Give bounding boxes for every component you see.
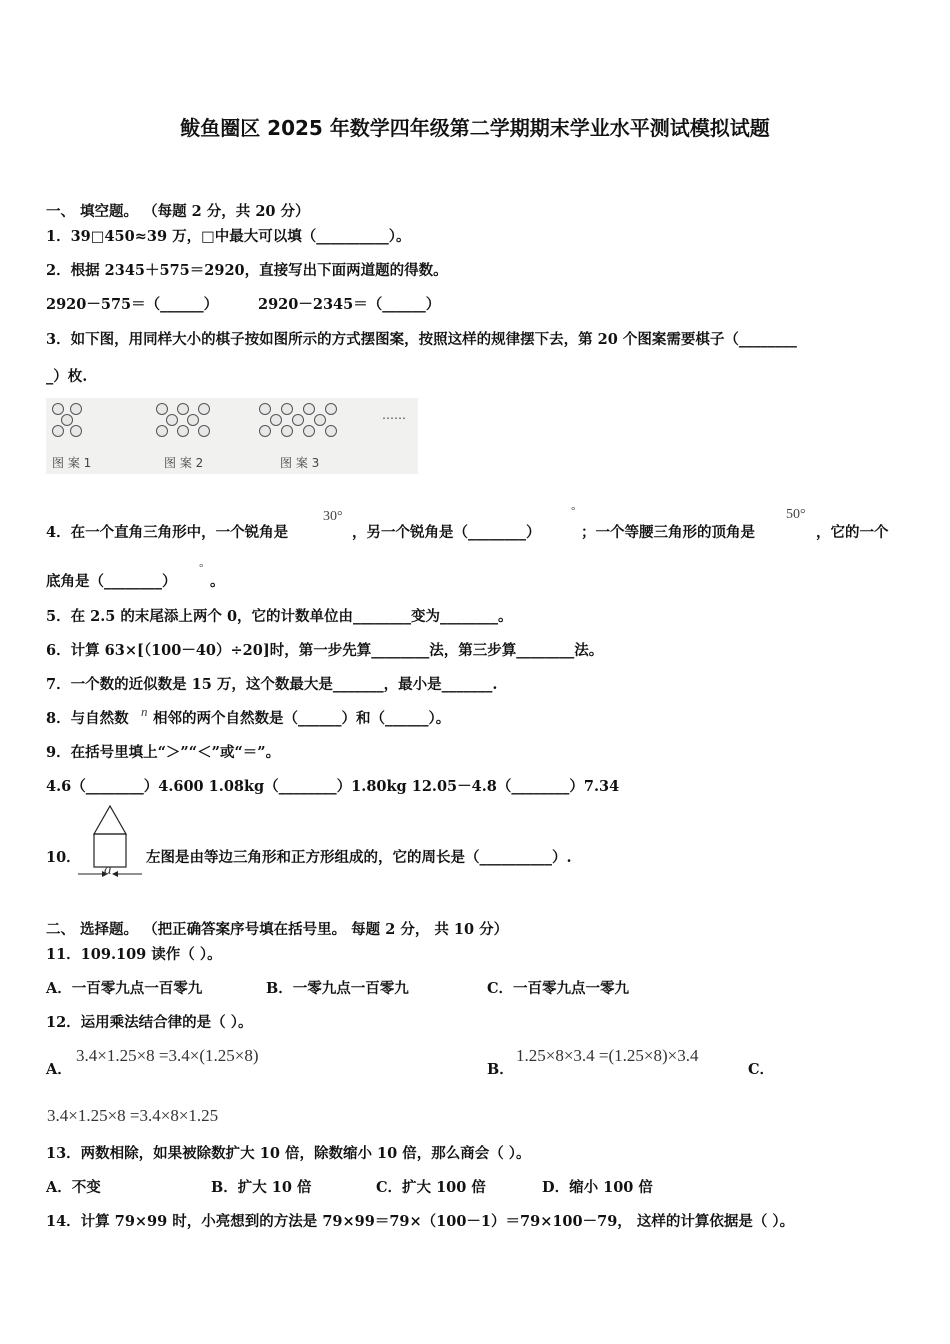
question-11-option-c: C．一百零九点一零九 — [487, 980, 630, 997]
question-13: 13．两数相除，如果被除数扩大 10 倍，除数缩小 10 倍，那么商会（ ）。 — [46, 1145, 531, 1162]
chess-piece — [166, 414, 178, 426]
question-3-line-2: _）枚. — [46, 368, 88, 385]
angle-30-degrees: 30° — [323, 509, 343, 524]
side-length-a: a — [104, 862, 112, 878]
chess-piece — [52, 403, 64, 415]
chess-piece — [270, 414, 282, 426]
chess-pattern-figure — [46, 398, 418, 474]
angle-50-degrees: 50° — [786, 507, 806, 522]
chess-piece — [259, 425, 271, 437]
chess-piece — [177, 403, 189, 415]
chess-piece — [70, 403, 82, 415]
question-2b: 2920－2345＝（______） — [258, 296, 441, 313]
question-11: 11．109.109 读作（ ）。 — [46, 946, 222, 963]
question-12-option-a-expression: 3.4×1.25×8 =3.4×(1.25×8) — [76, 1046, 259, 1065]
question-12-option-b-label: B． — [487, 1061, 514, 1078]
question-8-part-1: 8．与自然数 — [46, 710, 129, 727]
question-13-option-c: C．扩大 100 倍 — [376, 1179, 486, 1196]
question-8-part-2: 相邻的两个自然数是（______）和（______）。 — [153, 710, 451, 727]
variable-n: n — [141, 704, 148, 719]
question-4-part-3: ；一个等腰三角形的顶角是 — [581, 524, 755, 541]
arrow-head-left — [112, 871, 118, 877]
equilateral-triangle — [94, 806, 126, 834]
chess-piece — [198, 403, 210, 415]
chess-piece — [70, 425, 82, 437]
chess-piece — [198, 425, 210, 437]
chess-piece — [325, 425, 337, 437]
question-12-option-c-expression: 3.4×1.25×8 =3.4×8×1.25 — [47, 1106, 219, 1125]
chess-piece — [281, 425, 293, 437]
question-13-option-d: D．缩小 100 倍 — [542, 1179, 653, 1196]
question-12-option-b-expression: 1.25×8×3.4 =(1.25×8)×3.4 — [516, 1046, 699, 1065]
question-5: 5．在 2.5 的末尾添上两个 0，它的计数单位由________变为________。 — [46, 608, 513, 625]
chess-piece — [259, 403, 271, 415]
question-13-option-b: B．扩大 10 倍 — [211, 1179, 312, 1196]
chess-piece — [303, 425, 315, 437]
chess-piece — [52, 425, 64, 437]
question-2a: 2920－575＝（______） — [46, 296, 219, 313]
chess-piece — [325, 403, 337, 415]
chess-piece — [292, 414, 304, 426]
question-12: 12．运用乘法结合律的是（ ）。 — [46, 1014, 253, 1031]
section-2-heading: 二、 选择题。 （把正确答案序号填在括号里。 每题 2 分， 共 10 分） — [46, 921, 509, 938]
chess-piece — [177, 425, 189, 437]
question-9: 9．在括号里填上“＞”“＜”或“＝”。 — [46, 744, 281, 761]
question-2: 2．根据 2345＋575＝2920，直接写出下面两道题的得数。 — [46, 262, 448, 279]
question-12-option-c-label: C． — [748, 1061, 775, 1078]
chess-piece — [156, 425, 168, 437]
chess-piece — [61, 414, 73, 426]
question-1: 1．39□450≈39 万，□中最大可以填（__________）。 — [46, 228, 411, 245]
pattern-label-1: 图 案 1 — [52, 456, 92, 470]
question-4-part-6: 。 — [210, 573, 225, 590]
question-4-part-5: 底角是（________） — [46, 573, 177, 590]
question-12-option-a-label: A． — [46, 1061, 72, 1078]
question-3-line-1: 3．如下图，用同样大小的棋子按如图所示的方式摆图案，按照这样的规律摆下去，第 20 个图案需要棋子（________ — [46, 331, 797, 348]
question-7: 7．一个数的近似数是 15 万，这个数最大是_______，最小是_______. — [46, 676, 498, 693]
question-4-part-2: ，另一个锐角是（________） — [352, 524, 541, 541]
question-13-option-a: A．不变 — [46, 1179, 101, 1196]
question-4-part-4: ，它的一个 — [816, 524, 889, 541]
question-10-number: 10． — [46, 849, 81, 866]
degree-symbol: ° — [571, 505, 576, 517]
question-11-option-a: A．一百零九点一百零九 — [46, 980, 203, 997]
pattern-label-2: 图 案 2 — [164, 456, 204, 470]
question-14: 14．计算 79×99 时，小亮想到的方法是 79×99＝79×（100－1）＝79×100－79， 这样的计算依据是（ ）。 — [46, 1213, 795, 1230]
chess-piece — [281, 403, 293, 415]
question-11-option-b: B．一零九点一百零九 — [266, 980, 409, 997]
pattern-ellipsis: …… — [382, 408, 406, 422]
chess-piece — [303, 403, 315, 415]
degree-symbol: ° — [199, 562, 204, 574]
pattern-label-3: 图 案 3 — [280, 456, 320, 470]
question-9-comparisons: 4.6（________）4.600 1.08kg（________）1.80kg 12.05－4.8（________）7.34 — [46, 778, 620, 795]
chess-piece — [314, 414, 326, 426]
question-6: 6．计算 63×[（100－40）÷20]时，第一步先算________法，第三步算________法。 — [46, 642, 604, 659]
section-1-heading: 一、 填空题。 （每题 2 分，共 20 分） — [46, 203, 310, 220]
question-4-part-1: 4．在一个直角三角形中，一个锐角是 — [46, 524, 289, 541]
page-title: 鲅鱼圈区 2025 年数学四年级第二学期期末学业水平测试模拟试题 — [180, 116, 770, 140]
chess-piece — [156, 403, 168, 415]
chess-piece — [187, 414, 199, 426]
question-10-text: 左图是由等边三角形和正方形组成的，它的周长是（__________）. — [146, 849, 572, 866]
